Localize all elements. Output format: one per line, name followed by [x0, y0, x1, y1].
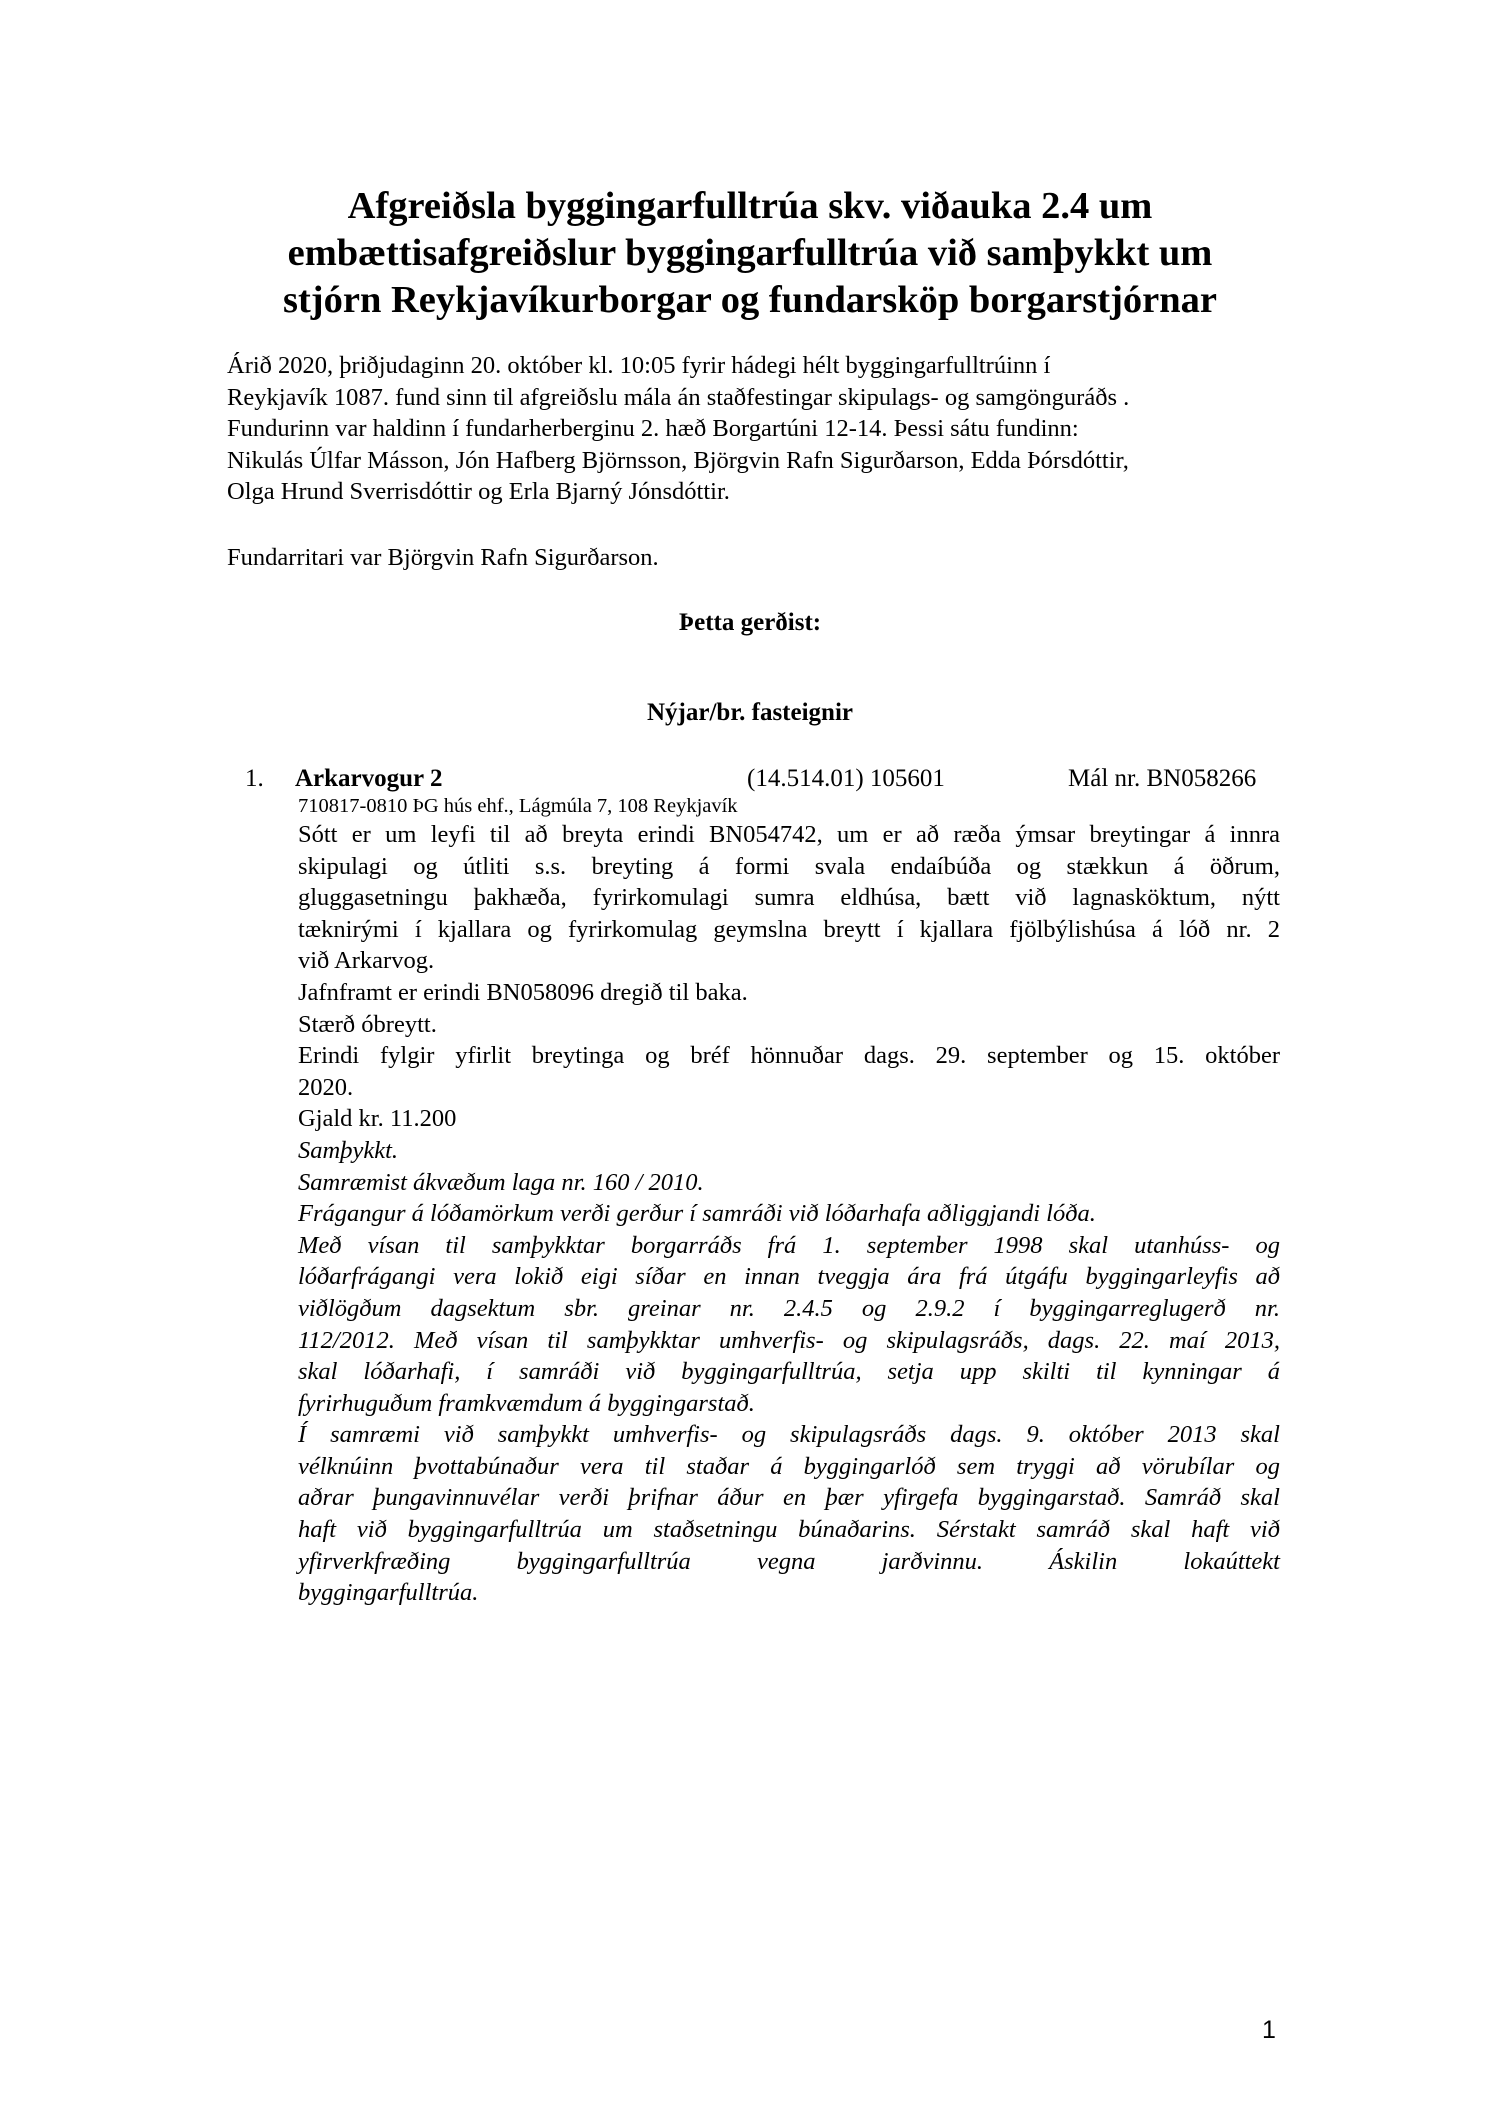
intro-line: Nikulás Úlfar Másson, Jón Hafberg Björnsson, Björgvin Rafn Sigurðarson, Edda Þórsdóttir, — [227, 446, 1129, 474]
conditions-line: vélknúinn þvottabúnaður vera til staðar á byggingarlóð sem tryggi að vörubílar og — [298, 1452, 1280, 1480]
intro-line: Olga Hrund Sverrisdóttir og Erla Bjarný Jónsdóttir. — [227, 478, 730, 505]
section-heading: Nýjar/br. fasteignir — [647, 699, 853, 726]
decision-note: Samþykkt. — [298, 1136, 398, 1164]
intro-line: Árið 2020, þriðjudaginn 20. október kl. 10:05 fyrir hádegi hélt byggingarfulltrúinn í — [227, 352, 1051, 379]
conditions-line: Í samræmi við samþykkt umhverfis- og skipulagsráðs dags. 9. október 2013 skal — [298, 1421, 1280, 1449]
withdrawn-note: Jafnframt er erindi BN058096 dregið til baka. — [298, 978, 748, 1006]
case-land-id: (14.514.01) 105601 — [747, 765, 945, 792]
happened-heading: Þetta gerðist: — [678, 609, 822, 636]
conditions-line: lóðarfrágangi vera lokið eigi síðar en innan tveggja ára frá útgáfu byggingarleyfis að — [298, 1263, 1280, 1291]
conditions-line: 112/2012. Með vísan til samþykktar umhverfis- og skipulagsráðs, dags. 22. maí 2013, — [298, 1326, 1280, 1354]
conditions-line: Með vísan til samþykktar borgarráðs frá 1. september 1998 skal utanhúss- og — [298, 1231, 1280, 1259]
case-header — [0, 763, 1500, 794]
description-line: við Arkarvog. — [298, 947, 435, 975]
title-line: Afgreiðsla byggingarfulltrúa skv. viðauka 2.4 um — [347, 185, 1153, 227]
conditions-line: aðrar þungavinnuvélar verði þrifnar áður en þær yfirgefa byggingarstað. Samráð skal — [298, 1484, 1280, 1512]
description-line: tæknirými í kjallara og fyrirkomulag geymslna breytt í kjallara fjölbýlishúsa á lóð nr. 2 — [298, 915, 1280, 943]
conditions-line: fyrirhuguðum framkvæmdum á byggingarstað. — [298, 1389, 755, 1417]
case-number: 1. — [245, 765, 264, 792]
secretary-text: Fundarritari var Björgvin Rafn Sigurðarson. — [227, 544, 659, 571]
document-title — [230, 183, 1270, 324]
case-mal-number: Mál nr. BN058266 — [1068, 765, 1257, 792]
conditions-line: skal lóðarhafi, í samráði við byggingarfulltrúa, setja upp skilti til kynningar á — [298, 1358, 1280, 1386]
conditions-line: byggingarfulltrúa. — [298, 1579, 479, 1607]
description-line: Sótt er um leyfi til að breyta erindi BN054742, um er að ræða ýmsar breytingar á innra — [298, 821, 1280, 848]
case-body — [298, 819, 1280, 1609]
case-address: Arkarvogur 2 — [295, 765, 443, 792]
boundary-note: Frágangur á lóðamörkum verði gerður í samráði við lóðarhafa aðliggjandi lóða. — [298, 1200, 1096, 1228]
law-note: Samræmist ákvæðum laga nr. 160 / 2010. — [298, 1168, 704, 1196]
page-number: 1 — [1262, 2016, 1276, 2044]
fee-note: Gjald kr. 11.200 — [298, 1105, 457, 1133]
conditions-line: haft við byggingarfulltrúa um staðsetningu búnaðarins. Sérstakt samráð skal haft við — [298, 1516, 1280, 1544]
meeting-intro — [227, 350, 1307, 508]
meeting-secretary — [227, 542, 1307, 574]
conditions-line: viðlögðum dagsektum sbr. greinar nr. 2.4.5 og 2.9.2 í byggingarreglugerð nr. — [298, 1294, 1280, 1322]
conditions-line: yfirverkfræðing byggingarfulltrúa vegna jarðvinnu. Áskilin lokaúttekt — [298, 1547, 1280, 1575]
case-applicant: 710817-0810 ÞG hús ehf., Lágmúla 7, 108 Reykjavík — [298, 795, 738, 817]
title-line: stjórn Reykjavíkurborgar og fundarsköp borgarstjórnar — [282, 279, 1217, 321]
title-line: embættisafgreiðslur byggingarfulltrúa við samþykkt um — [287, 232, 1213, 274]
description-line: skipulagi og útliti s.s. breyting á formi svala endaíbúða og stækkun á öðrum, — [298, 852, 1280, 880]
attachment-line: Erindi fylgir yfirlit breytinga og bréf hönnuðar dags. 29. september og 15. október — [298, 1042, 1280, 1070]
size-note: Stærð óbreytt. — [298, 1010, 437, 1038]
attachment-line: 2020. — [298, 1073, 354, 1101]
intro-line: Fundurinn var haldinn í fundarherberginu 2. hæð Borgartúni 12-14. Þessi sátu fundinn: — [227, 415, 1079, 442]
description-line: gluggasetningu þakhæða, fyrirkomulagi sumra eldhúsa, bætt við lagnasköktum, nýtt — [298, 884, 1280, 912]
intro-line: Reykjavík 1087. fund sinn til afgreiðslu mála án staðfestingar skipulags- og samgönguráðs . — [227, 383, 1130, 411]
